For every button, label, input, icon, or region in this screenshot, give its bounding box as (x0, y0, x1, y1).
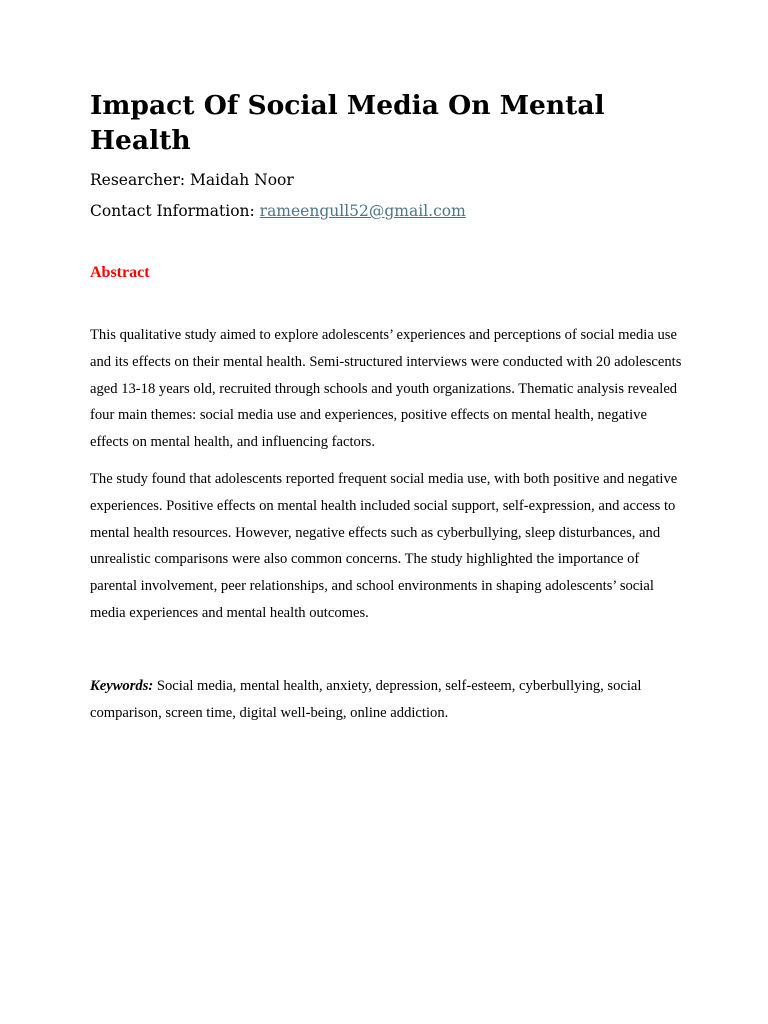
contact-line (90, 201, 682, 221)
contact-email-link[interactable]: rameengull52@gmail.com (259, 202, 466, 220)
researcher-line: Researcher: Maidah Noor (90, 171, 294, 189)
document-title: Impact Of Social Media On Mental Health (90, 90, 605, 156)
keywords-text: Social media, mental health, anxiety, depression, self-esteem, cyberbullying, social comparison, screen time, digital well-being, online addiction. (90, 677, 642, 721)
abstract-heading: Abstract (90, 264, 150, 281)
contact-label: Contact Information: (90, 202, 260, 220)
abstract-paragraph-1: This qualitative study aimed to explore adolescents’ experiences and perceptions of social media use and its effects on their mental health. Semi-structured interviews were conducted with 20 adolescents aged 13-18 years old, recruited through schools and youth organizations. Thematic analysis revealed four main themes: social media use and experiences, positive effects on mental health, negative effects on mental health, and influencing factors. (90, 327, 682, 451)
abstract-paragraph-2: The study found that adolescents reported frequent social media use, with both positive and negative experiences. Positive effects on mental health included social support, self-expression, and access to mental health resources. However, negative effects such as cyberbullying, sleep disturbances, and unrealistic comparisons were also common concerns. The study highlighted the importance of parental involvement, peer relationships, and school environments in shaping adolescents’ social media experiences and mental health outcomes. (90, 470, 678, 621)
keywords-label: Keywords: (90, 677, 154, 694)
document-page (90, 88, 682, 726)
keywords-line (90, 673, 682, 727)
